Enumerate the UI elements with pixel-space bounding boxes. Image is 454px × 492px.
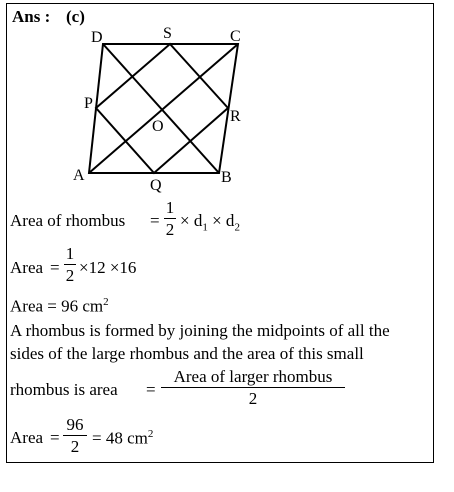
- formula-den: 2: [165, 220, 175, 239]
- answer-choice: (c): [66, 7, 85, 26]
- formula-num: 1: [165, 198, 175, 217]
- para-line-2: sides of the large rhombus and the area of this small: [10, 344, 364, 363]
- diagonal-bd: [103, 44, 219, 173]
- formula-rest-1: × d: [180, 211, 203, 230]
- label-c: C: [230, 28, 241, 45]
- para-eq: =: [146, 380, 156, 399]
- para-line-1: A rhombus is formed by joining the midpoints of all the: [10, 321, 390, 340]
- diagonal-ac: [89, 44, 238, 173]
- final-prefix: Area: [10, 428, 44, 447]
- label-q: Q: [150, 177, 162, 194]
- calc-fraction: [64, 245, 76, 284]
- answer-label: Ans :: [12, 7, 51, 26]
- result-sup: 2: [103, 296, 109, 308]
- label-d: D: [91, 29, 103, 46]
- final-num: 96: [66, 415, 84, 434]
- final-fraction: [63, 416, 87, 455]
- formula-sub-2: 2: [234, 221, 240, 234]
- label-p: P: [84, 95, 93, 112]
- result-text: Area = 96 cm: [10, 296, 104, 316]
- label-a: A: [73, 167, 85, 184]
- formula-sub-1: 1: [202, 221, 208, 234]
- formula-fraction: [164, 199, 176, 238]
- para-den: 2: [248, 389, 258, 408]
- final-rest: [92, 429, 153, 447]
- final-eq: =: [50, 428, 60, 447]
- final-sup: 2: [147, 428, 154, 440]
- calc-rest: ×12 ×16: [79, 258, 137, 277]
- para-fraction: [161, 368, 345, 407]
- formula-rest: [180, 212, 240, 233]
- result-line: [10, 297, 109, 315]
- rhombus-figure: [0, 0, 454, 200]
- final-den: 2: [70, 437, 80, 456]
- formula-prefix: Area of rhombus: [10, 211, 126, 230]
- para-num: Area of larger rhombus: [173, 367, 333, 386]
- label-o: O: [152, 118, 164, 135]
- calc-prefix: Area: [10, 258, 44, 277]
- calc-den: 2: [65, 266, 75, 285]
- calc-num: 1: [65, 244, 75, 263]
- label-b: B: [221, 169, 232, 186]
- label-r: R: [230, 108, 241, 125]
- formula-eq: =: [150, 211, 160, 230]
- calc-eq: =: [50, 258, 60, 277]
- label-s: S: [163, 25, 172, 42]
- formula-rest-2: × d: [207, 211, 235, 230]
- final-rest-text: = 48 cm: [92, 428, 148, 448]
- para-line-3-prefix: rhombus is area: [10, 380, 118, 399]
